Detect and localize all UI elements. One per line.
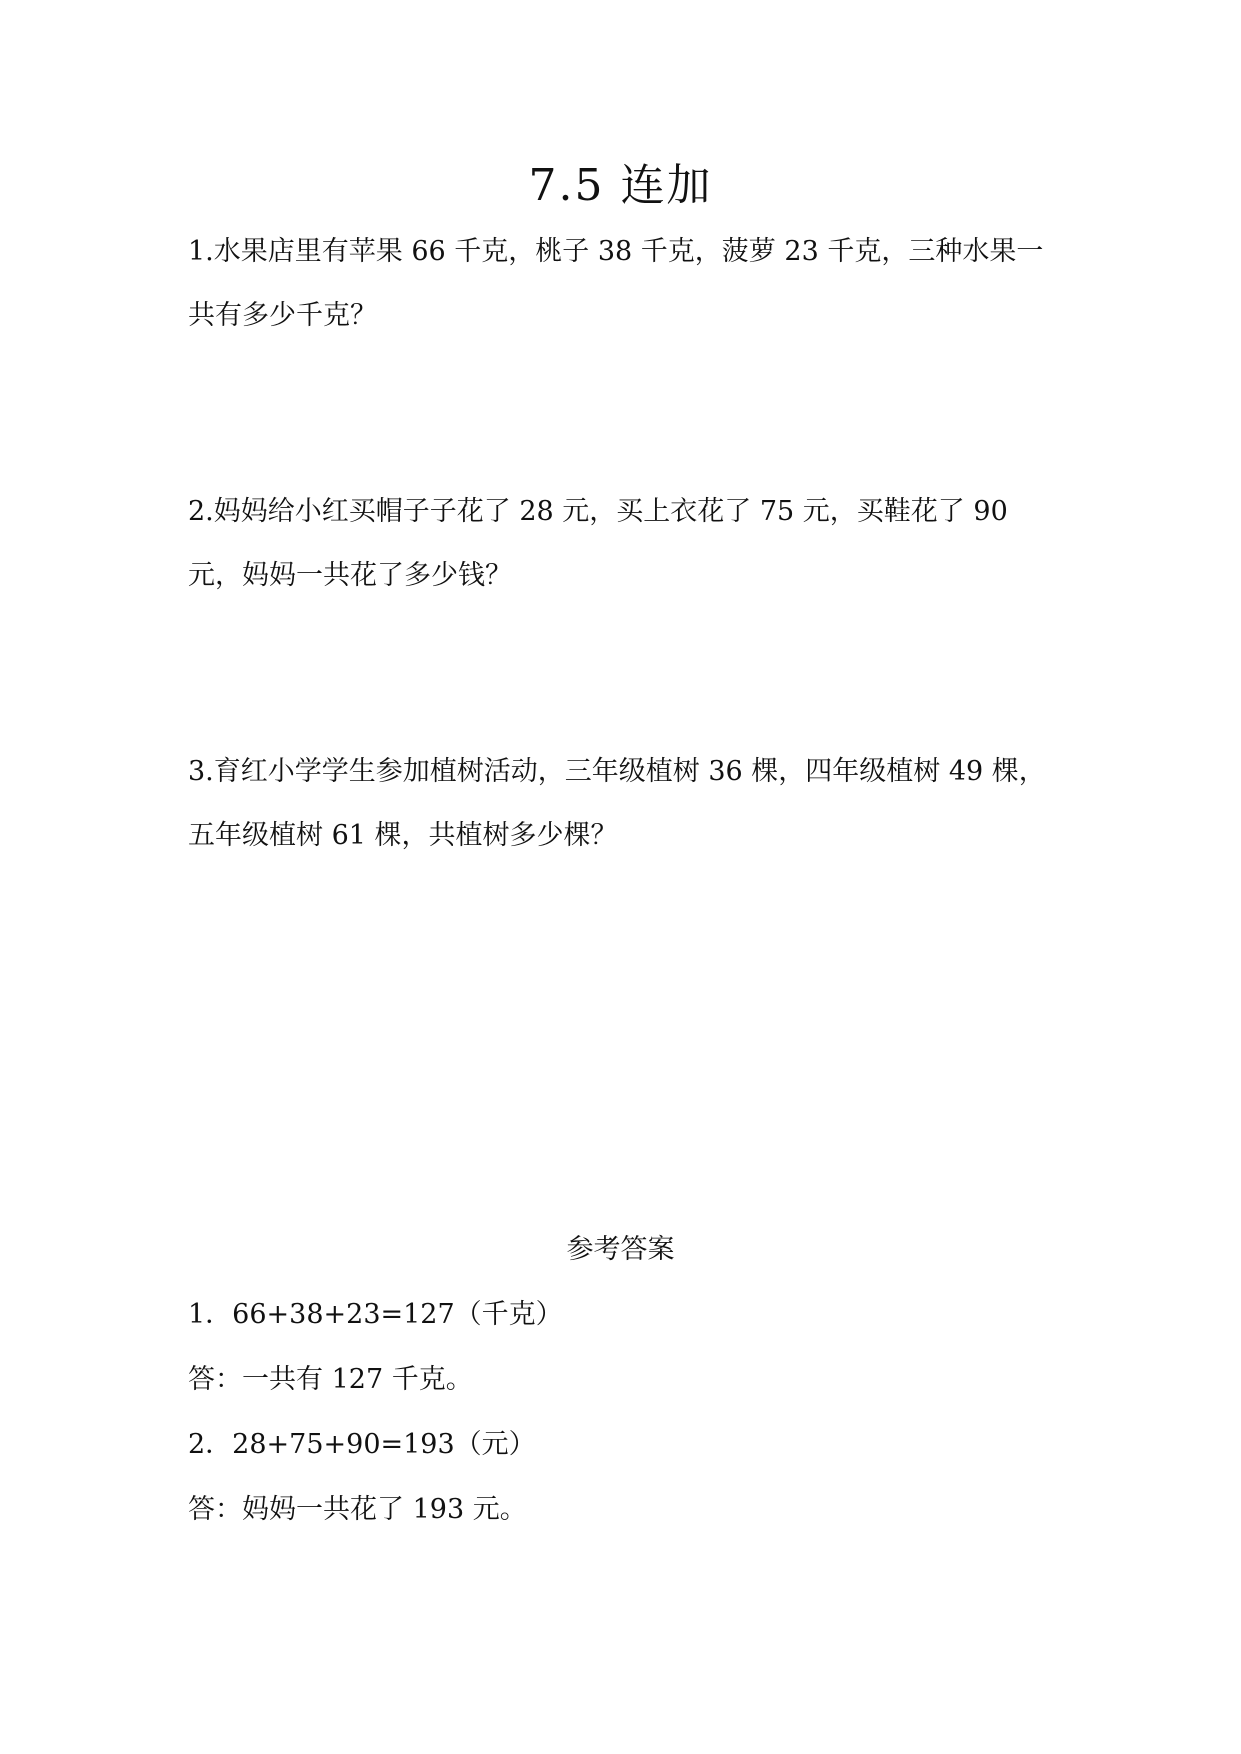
answer-1-statement: 答：一共有 127 千克。 xyxy=(188,1364,473,1395)
answer-key-heading: 参考答案 xyxy=(566,1234,675,1265)
question-3: 3.育红小学学生参加植树活动，三年级植树 36 棵，四年级植树 49 棵，五年级植树 61 棵，共植树多少棵？ xyxy=(188,756,1046,851)
answer-1-equation: 1．66+38+23=127（千克） xyxy=(188,1299,563,1330)
question-1: 1.水果店里有苹果 66 千克，桃子 38 千克，菠萝 23 千克，三种水果一共有多少千克？ xyxy=(188,236,1044,331)
answer-2-statement: 答：妈妈一共花了 193 元。 xyxy=(188,1494,527,1525)
page-title: 7.5 连加 xyxy=(528,160,713,211)
question-2: 2.妈妈给小红买帽子子花了 28 元，买上衣花了 75 元，买鞋花了 90 元，妈妈一共花了多少钱？ xyxy=(188,496,1008,591)
answer-2-equation: 2．28+75+90=193（元） xyxy=(188,1429,536,1460)
